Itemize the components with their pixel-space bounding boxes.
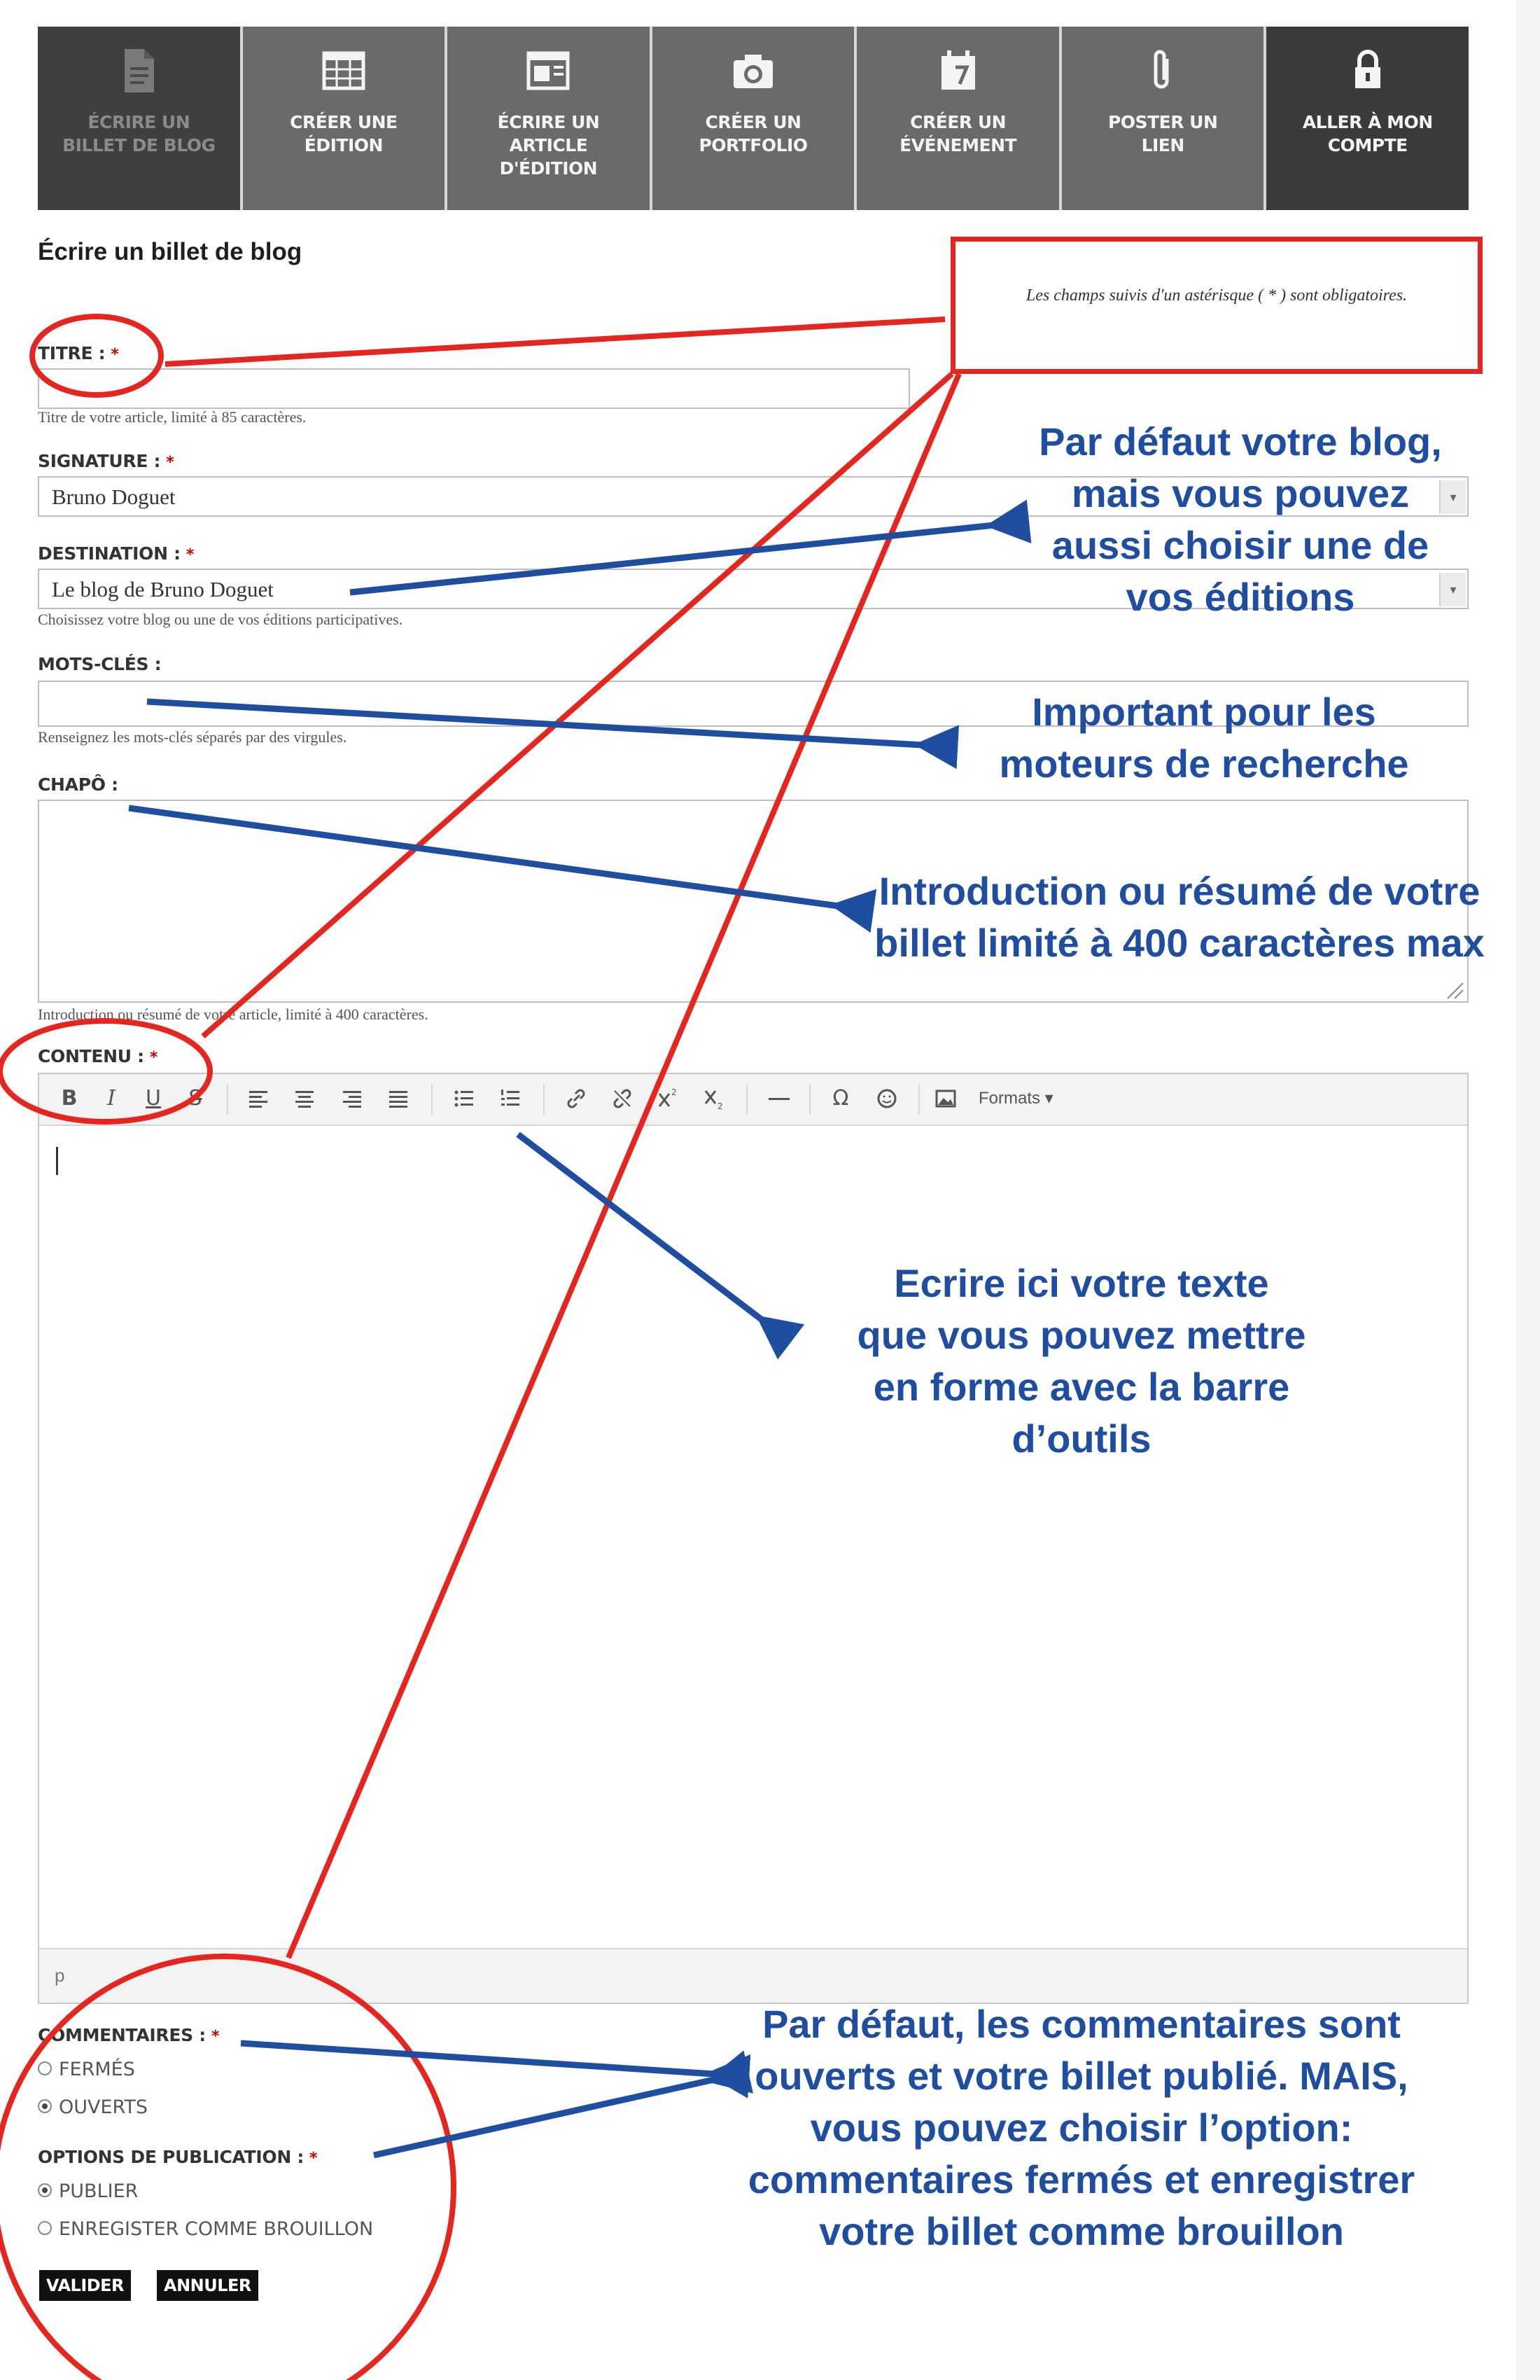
chevron-down-icon[interactable]: ▾ [1439,573,1466,606]
tab-write-edition-article[interactable] [447,27,652,210]
keywords-annotation: Important pour les moteurs de recherche [999,690,1409,786]
tab-label: ÉCRIRE UN BILLET DE BLOG [62,112,216,155]
options-highlight-circle [0,1956,454,2380]
resize-handle-icon[interactable] [1443,979,1464,1000]
post-type-toolbar [38,27,1469,210]
tab-label: ÉCRIRE UN ARTICLE D'ÉDITION [497,112,600,179]
toolbar-divider [431,1084,433,1115]
chapo-annotation: Introduction ou résumé de votre billet limité à 400 caractères max [874,869,1485,965]
publication-arrow [374,2080,714,2155]
bullet-list-icon[interactable] [448,1083,480,1115]
option-label: OUVERTS [59,2096,148,2118]
italic-button[interactable]: I [107,1086,115,1111]
link-icon[interactable] [560,1083,592,1115]
tab-label: POSTER UN LIEN [1107,112,1218,155]
tab-create-portfolio[interactable] [652,27,858,210]
tab-post-link[interactable] [1062,27,1267,210]
rich-text-editor[interactable] [38,1073,1469,2004]
destination-value: Le blog de Bruno Doguet [52,577,274,601]
tab-my-account[interactable] [1266,27,1469,210]
tab-label: CRÉER UNE ÉDITION [290,112,398,155]
underline-button[interactable]: U [146,1086,161,1111]
options-annotation: Par défaut, les commentaires sont ouverts et votre billet publié. MAIS, vous pouvez choisir l’option: commentaires fermés et enregistrer votre billet comme brouillon [748,2002,1415,2253]
editor-toolbar [39,1074,1467,1126]
unlink-icon[interactable] [606,1083,638,1115]
save-draft-option[interactable] [38,2218,373,2240]
toolbar-divider [746,1084,748,1115]
tab-label: CRÉER UN PORTFOLIO [699,112,808,155]
required-fields-note: Les champs suivis d'un astérisque ( * ) sont obligatoires. [951,237,1483,374]
comments-label [38,2025,219,2045]
element-path: p [55,1965,65,1986]
publication-label-text: OPTIONS DE PUBLICATION : [38,2147,304,2167]
keywords-label: MOTS-CLÉS : [38,654,162,674]
required-asterisk: * [309,2150,318,2167]
emoticon-icon[interactable] [871,1083,903,1115]
required-asterisk: * [111,346,119,363]
content-annotation: Ecrire ici votre texte que vous pouvez mettre en forme avec la barre d’outils [857,1261,1306,1461]
content-label-text: CONTENU : [38,1046,144,1066]
lock-icon [1345,46,1390,95]
document-icon [116,46,161,95]
table-icon [321,46,366,95]
tab-label: ALLER À MON COMPTE [1302,112,1433,155]
image-icon[interactable] [930,1083,962,1115]
pointer-line [165,319,945,364]
subscript-icon[interactable] [699,1083,731,1115]
window-icon [526,46,570,95]
calendar-icon [936,46,981,95]
formats-dropdown[interactable]: Formats ▾ [979,1089,1054,1108]
align-justify-icon[interactable] [382,1083,414,1115]
title-input[interactable] [38,368,910,409]
editor-statusbar [39,1948,1467,2003]
align-center-icon[interactable] [288,1083,321,1115]
camera-icon [731,46,776,95]
radio-button[interactable] [38,2221,52,2235]
comments-arrow [241,2043,714,2074]
strikethrough-button[interactable]: S [188,1086,202,1111]
signature-label [38,451,174,471]
tab-create-edition[interactable] [243,27,448,210]
submit-button[interactable]: VALIDER [39,2270,131,2301]
horizontal-rule-icon[interactable] [763,1083,795,1115]
align-left-icon[interactable] [242,1083,274,1115]
option-label: FERMÉS [59,2059,135,2080]
chapo-help: Introduction ou résumé de votre article, limité à 400 caractères. [38,1005,428,1023]
svg-text:2: 2 [718,1101,723,1111]
required-asterisk: * [211,2028,220,2045]
option-label: PUBLIER [59,2180,139,2202]
cancel-button[interactable]: ANNULER [157,2270,258,2301]
destination-help: Choisissez votre blog ou une de vos éditions participatives. [38,611,403,628]
radio-button-selected[interactable] [38,2183,52,2197]
radio-button-selected[interactable] [38,2099,52,2113]
comments-label-text: COMMENTAIRES : [38,2025,206,2045]
keywords-help: Renseignez les mots-clés séparés par des virgules. [38,728,347,746]
page-scrollbar[interactable] [1516,0,1540,2380]
signature-value: Bruno Doguet [52,485,176,509]
title-label-text: TITRE : [38,343,106,363]
page-title: Écrire un billet de blog [38,238,302,265]
toolbar-divider [227,1084,228,1115]
superscript-icon[interactable] [652,1083,685,1115]
required-asterisk: * [186,546,195,564]
bold-button[interactable]: B [61,1086,78,1111]
toolbar-divider [918,1084,920,1115]
destination-label-text: DESTINATION : [38,543,181,564]
paperclip-icon [1140,46,1185,95]
title-label [38,343,119,363]
toolbar-divider [809,1084,811,1115]
required-asterisk: * [149,1049,158,1066]
comments-closed-option[interactable] [38,2059,135,2080]
destination-annotation: Par défaut votre blog, mais vous pouvez aussi choisir une de vos éditions [1039,419,1442,619]
content-label [38,1046,158,1066]
toolbar-divider [543,1084,545,1115]
radio-button[interactable] [38,2061,52,2075]
svg-text:2: 2 [671,1087,677,1097]
chevron-down-icon[interactable]: ▾ [1439,480,1466,514]
comments-open-option[interactable] [38,2096,148,2118]
tab-create-event[interactable] [857,27,1062,210]
publish-option[interactable] [38,2180,138,2202]
option-label: ENREGISTER COMME BROUILLON [59,2218,374,2240]
signature-label-text: SIGNATURE : [38,451,161,471]
required-asterisk: * [166,454,174,471]
title-help: Titre de votre article, limité à 85 caractères. [38,408,307,426]
destination-label [38,543,194,564]
chapo-label: CHAPÔ : [38,774,118,795]
special-character-button[interactable]: Ω [832,1086,849,1111]
publication-label [38,2147,317,2167]
text-cursor [56,1147,58,1175]
tab-label: CRÉER UN ÉVÉNEMENT [899,112,1017,155]
numbered-list-icon[interactable] [494,1083,526,1115]
align-right-icon[interactable] [336,1083,368,1115]
tab-write-blog-post[interactable] [38,27,243,210]
